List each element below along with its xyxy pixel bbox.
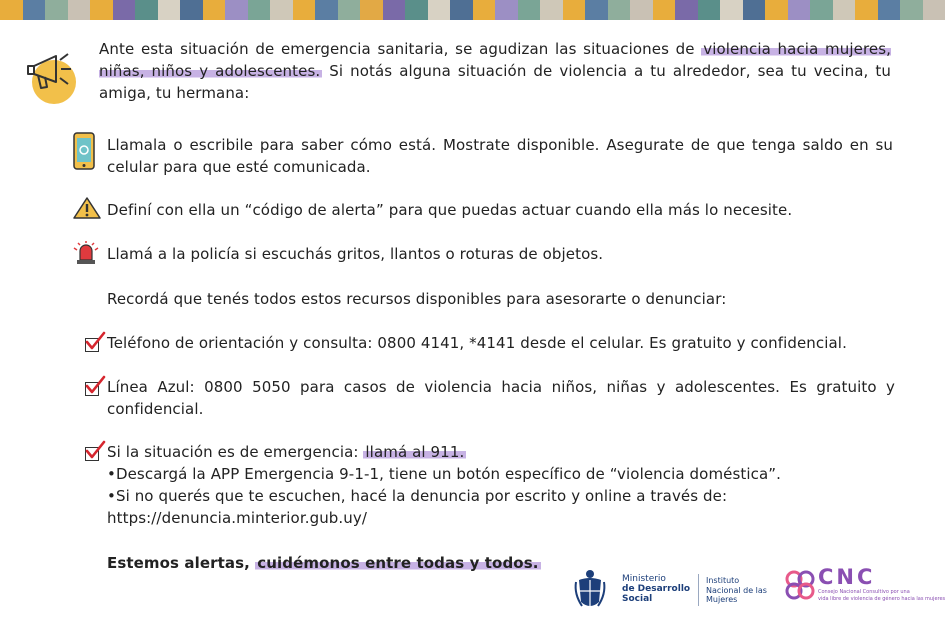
stripe-segment — [225, 0, 248, 20]
stripe-segment — [788, 0, 811, 20]
intro-text: Ante esta situación de emergencia sanitaria, se agudizan las situaciones de — [99, 40, 702, 58]
stripe-segment — [405, 0, 428, 20]
stripe-segment — [473, 0, 496, 20]
stripe-segment — [158, 0, 181, 20]
inmujeres-line-3: Mujeres — [706, 595, 738, 604]
bullet-online: •Si no querés que te escuchen, hacé la denuncia por escrito y online a través de: — [107, 487, 728, 505]
stripe-segment — [653, 0, 676, 20]
stripe-segment — [765, 0, 788, 20]
cnc-title: CNC — [818, 565, 876, 589]
stripe-segment — [900, 0, 923, 20]
emergency-line — [107, 441, 893, 463]
stripe-segment — [855, 0, 878, 20]
intro-text-end: Si notás alguna situación de violencia a tu alrededor, sea tu vecina, tu amiga, tu hermana: — [99, 62, 892, 102]
stripe-segment — [518, 0, 541, 20]
stripe-segment — [428, 0, 451, 20]
stripe-segment — [0, 0, 23, 20]
emergency-highlight: llamá al 911. — [365, 443, 465, 461]
stripe-segment — [135, 0, 158, 20]
stripe-segment — [270, 0, 293, 20]
stripe-segment — [833, 0, 856, 20]
tip-alert-code-text: Definí con ella un “código de alerta” para que puedas actuar cuando ella más lo necesite. — [107, 201, 793, 219]
stripe-segment — [23, 0, 46, 20]
stripe-segment — [495, 0, 518, 20]
stripe-segment — [743, 0, 766, 20]
resources-intro: Recordá que tenés todos estos recursos disponibles para asesorarte o denunciar: — [107, 290, 727, 308]
tip-police-text: Llamá a la policía si escuchás gritos, llantos o roturas de objetos. — [107, 245, 604, 263]
stripe-segment — [698, 0, 721, 20]
mides-logo-text — [622, 574, 702, 604]
stripe-segment — [360, 0, 383, 20]
intro-highlight: violencia hacia mujeres, niñas, niños y adolescentes. — [99, 40, 891, 80]
logo-divider — [698, 574, 699, 606]
stripe-segment — [248, 0, 271, 20]
stripe-segment — [68, 0, 91, 20]
resource-emergency — [107, 441, 893, 529]
stripe-segment — [675, 0, 698, 20]
emergency-text: Si la situación es de emergencia: — [107, 443, 364, 461]
phone-icon — [72, 132, 96, 172]
stripe-segment — [878, 0, 901, 20]
stripe-segment — [563, 0, 586, 20]
checkbox-checked-icon — [85, 447, 99, 461]
resource-phone-line: Teléfono de orientación y consulta: 0800 4141, *4141 desde el celular. Es gratuito y confidencial. — [107, 334, 847, 352]
stripe-segment — [293, 0, 316, 20]
stripe-segment — [720, 0, 743, 20]
uruguay-coat-of-arms-icon — [572, 568, 608, 612]
denuncia-link[interactable]: https://denuncia.minterior.gub.uy/ — [107, 509, 368, 527]
stripe-segment — [450, 0, 473, 20]
closing-highlight: cuidémonos entre todas y todos. — [257, 554, 539, 572]
checkbox-checked-icon — [85, 338, 99, 352]
stripe-segment — [810, 0, 833, 20]
megaphone-icon — [26, 36, 86, 106]
siren-icon — [72, 240, 100, 266]
stripe-segment — [45, 0, 68, 20]
inmujeres-line-2: Nacional de las — [706, 585, 767, 595]
bullet-app: •Descargá la APP Emergencia 9-1-1, tiene un botón específico de “violencia doméstica”. — [107, 465, 782, 483]
resource-linea-azul: Línea Azul: 0800 5050 para casos de violencia hacia niños, niñas y adolescentes. Es gratuito y confidencial. — [107, 378, 895, 418]
inmujeres-line-1: Instituto — [706, 576, 740, 585]
tip-phone-text: Llamala o escribile para saber cómo está. Mostrate disponible. Asegurate de que tenga saldo en su celular para que esté comunicada. — [107, 136, 893, 176]
stripe-segment — [180, 0, 203, 20]
warning-icon — [72, 196, 102, 220]
stripe-segment — [630, 0, 653, 20]
stripe-segment — [923, 0, 945, 20]
inmujeres-logo-text — [706, 576, 776, 605]
mides-line-3: Social — [622, 594, 653, 604]
cnc-subtitle — [818, 589, 945, 602]
stripe-segment — [203, 0, 226, 20]
cnc-line-2: vida libre de violencia de género hacia las mujeres — [818, 595, 945, 602]
closing-statement — [107, 552, 607, 574]
mides-line-2: de Desarrollo — [622, 584, 691, 594]
stripe-segment — [540, 0, 563, 20]
stripe-segment — [608, 0, 631, 20]
mides-line-1: Ministerio — [622, 574, 666, 584]
checkbox-checked-icon — [85, 382, 99, 396]
stripe-segment — [338, 0, 361, 20]
top-color-stripe — [0, 0, 945, 20]
closing-text: Estemos alertas, — [107, 554, 256, 572]
cnc-line-1: Consejo Nacional Consultivo por una — [818, 589, 910, 595]
stripe-segment — [90, 0, 113, 20]
stripe-segment — [585, 0, 608, 20]
cnc-knot-icon — [783, 568, 817, 602]
stripe-segment — [383, 0, 406, 20]
intro-paragraph — [99, 38, 891, 104]
stripe-segment — [113, 0, 136, 20]
stripe-segment — [315, 0, 338, 20]
